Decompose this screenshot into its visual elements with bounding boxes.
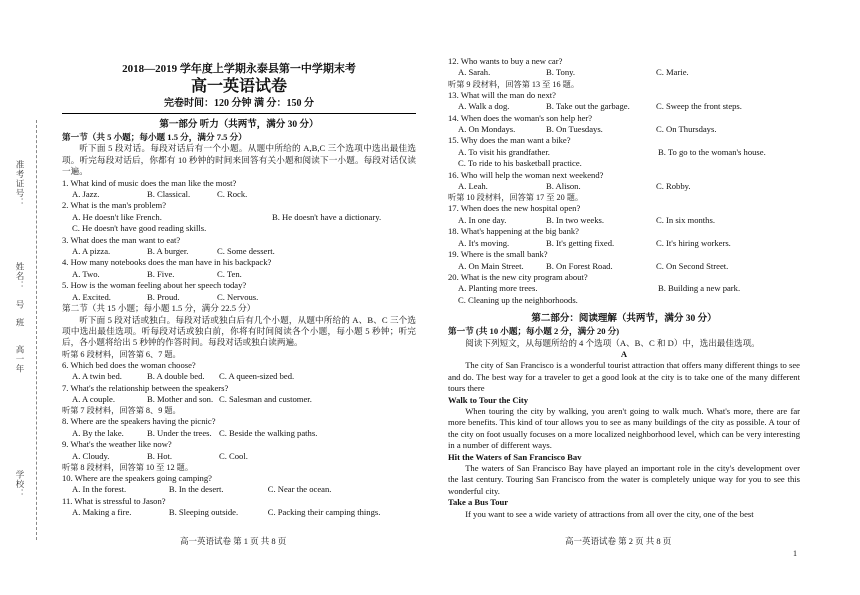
answer-option[interactable]: C. Packing their camping things. — [267, 507, 381, 518]
question-text: 12. Who wants to buy a new car? — [448, 56, 563, 66]
exam-title: 高一英语试卷 — [190, 78, 287, 95]
passage-paragraph-4: If you want to see a wide variety of attractions from all over the city, one of the best — [465, 508, 754, 519]
listening-note-7: 听第 7 段材料，回答第 8、9 题。 — [62, 406, 181, 416]
answer-option[interactable]: A. Leah. — [458, 181, 488, 192]
part2-instruction: 阅读下列短文，从每题所给的 4 个选项（A、B、C 和 D）中，选出最佳选项。 — [465, 337, 760, 348]
answer-option[interactable]: B. Classical. — [147, 189, 191, 200]
passage-paragraph-3: The waters of San Francisco Bay have played an important role in the city's development over the last century. Touring San Francisco from the water is completely unique way for you to see this wonderful city. — [448, 463, 800, 496]
answer-option[interactable]: B. Building a new park. — [658, 283, 741, 294]
listening-note-10: 听第 10 段材料，回答第 17 至 20 题。 — [448, 193, 584, 203]
option-row — [62, 292, 416, 303]
answer-option[interactable]: C. Nervous. — [217, 291, 259, 302]
listening-note-9: 听第 9 段材料，回答第 13 至 16 题。 — [448, 79, 580, 89]
passage-heading-1: Walk to Tour the City — [448, 394, 529, 405]
answer-option[interactable]: C. On Second Street. — [656, 260, 729, 271]
answer-option[interactable]: A. Planting more trees. — [458, 283, 538, 294]
question-text: 14. When does the woman's son help her? — [448, 112, 593, 123]
answer-option[interactable]: A. Excited. — [72, 291, 111, 302]
passage-heading-3: Take a Bus Tour — [448, 497, 509, 508]
answer-option[interactable]: A. He doesn't like French. — [72, 211, 162, 222]
question-text: 5. How is the woman feeling about her speech today? — [62, 280, 247, 291]
option-row — [62, 246, 416, 257]
question-text: 8. Where are the speakers having the picnic? — [62, 416, 216, 427]
part1-sec1-title: 第一节（共 5 小题；每小题 1.5 分，满分 7.5 分） — [62, 132, 247, 142]
option-row — [448, 181, 800, 192]
answer-option[interactable]: C. Salesman and customer. — [219, 393, 312, 404]
answer-option[interactable]: A. To visit his grandfather. — [458, 146, 550, 157]
answer-option[interactable]: C. Sweep the front steps. — [656, 101, 742, 112]
answer-option[interactable]: B. Mother and son. — [147, 393, 214, 404]
answer-option[interactable]: B. In the desert. — [168, 484, 224, 495]
answer-option[interactable]: B. On Forest Road. — [546, 260, 613, 271]
option-row — [62, 507, 416, 518]
page-number: 1 — [793, 549, 797, 558]
option-row — [62, 189, 416, 200]
header-rule — [62, 113, 416, 114]
answer-option[interactable]: B. Five. — [147, 268, 175, 279]
answer-option[interactable]: B. Proud. — [147, 291, 180, 302]
answer-option[interactable]: C. Some dessert. — [217, 246, 275, 257]
answer-option[interactable]: B. Alison. — [546, 181, 581, 192]
answer-option[interactable]: B. Take out the garbage. — [546, 101, 630, 112]
part1-sec2-title: 第二节（共 15 小题；每小题 1.5 分，满分 22.5 分） — [62, 303, 256, 314]
part2-sec1-title: 第一节 (共 10 小题；每小题 2 分，满分 20 分) — [448, 326, 620, 337]
answer-option[interactable]: B. A burger. — [147, 246, 189, 257]
class-label: 班 — [15, 318, 25, 328]
footer-left: 高一英语试卷 第 1 页 共 8 页 — [180, 536, 287, 546]
question-list-4 — [62, 473, 416, 519]
answer-option[interactable]: C. It's hiring workers. — [656, 237, 731, 248]
answer-option[interactable]: B. Sleeping outside. — [168, 507, 239, 518]
question-text: 11. What is stressful to Jason? — [62, 495, 166, 506]
answer-option[interactable]: B. He doesn't have a dictionary. — [272, 211, 382, 222]
question-list-2 — [62, 360, 416, 406]
question-text: 17. When does the new hospital open? — [448, 203, 581, 214]
passage-paragraph-1: The city of San Francisco is a wonderful tourist attraction that offers many different things to see and do. The best way for a traveler to get a good look at the city is to take one of the many different tours there — [448, 360, 800, 394]
question-list-5 — [448, 56, 800, 79]
option-row — [448, 101, 800, 112]
exam-header-line1: 2018—2019 学年度上学期永泰县第一中学期末考 — [122, 63, 356, 75]
part1-sec2-instructions: 听下面 5 段对话或独白。每段对话或独白后有几个小题，从题中所给的 A、B、C 三个选项中选出最佳选项。听每段对话或独白前，你将有时间阅读各个小题，每小题 5 秒钟；听完后，各小题将给出 5 秒钟的作答时间。每段对话或独白读两遍。 — [62, 314, 416, 348]
option-row — [62, 212, 416, 223]
question-text: 18. What's happening at the big bank? — [448, 226, 579, 237]
option-row — [62, 451, 416, 462]
answer-option[interactable]: A. Two. — [72, 268, 100, 279]
answer-option[interactable]: A. A twin bed. — [72, 371, 122, 382]
answer-option[interactable]: B. Under the trees. — [147, 427, 212, 438]
answer-option[interactable]: A. Sarah. — [458, 67, 491, 78]
name-label: 姓名： — [15, 262, 25, 291]
right-column — [448, 56, 800, 520]
answer-option[interactable]: A. In one day. — [458, 214, 507, 225]
passage-label: A — [620, 348, 628, 359]
footer-right: 高一英语试卷 第 2 页 共 8 页 — [565, 536, 672, 546]
question-list-3 — [62, 416, 416, 462]
answer-option[interactable]: C. Robby. — [656, 181, 691, 192]
question-list-6 — [448, 90, 800, 193]
question-list-7 — [448, 203, 800, 306]
answer-option[interactable]: A. On Mondays. — [458, 124, 516, 135]
option-row — [448, 261, 800, 272]
cut-line — [36, 120, 37, 540]
option-row — [62, 484, 416, 495]
question-text: 13. What will the man do next? — [448, 89, 556, 100]
question-text: 19. Where is the small bank? — [448, 249, 548, 260]
question-text: 3. What does the man want to eat? — [62, 234, 181, 245]
grade-label: 高一年 — [15, 345, 25, 374]
answer-option[interactable]: B. Tony. — [546, 67, 576, 78]
binding-strip — [0, 0, 62, 595]
answer-option[interactable]: A. In the forest. — [72, 484, 127, 495]
option-row — [448, 283, 800, 294]
passage-paragraph-2: When touring the city by walking, you aren't going to walk much. What's more, there are far more benefits. This kind of tour allows you to see as many buildings of the city as possible. A tour of the city on foot usually focuses on a more localized neighborhood level, which can be very interesting in a number of different ways. — [448, 405, 800, 451]
answer-option[interactable]: C. To ride to his basketball practice. — [458, 158, 582, 169]
answer-option[interactable]: A. A couple. — [72, 393, 115, 404]
question-text: 1. What kind of music does the man like the most? — [62, 177, 237, 188]
answer-option[interactable]: B. It's getting fixed. — [546, 237, 615, 248]
question-text: 16. Who will help the woman next weekend? — [448, 169, 604, 180]
option-row — [448, 124, 800, 135]
question-text: 4. How many notebooks does the man have in his backpack? — [62, 257, 272, 268]
answer-option[interactable]: A. On Main Street. — [458, 260, 524, 271]
question-text: 9. What's the weather like now? — [62, 439, 172, 450]
answer-option[interactable]: C. On Thursdays. — [656, 124, 717, 135]
seat-number-label: 号 — [15, 300, 25, 310]
answer-option[interactable]: A. It's moving. — [458, 237, 510, 248]
answer-option[interactable]: C. Marie. — [656, 67, 689, 78]
answer-option[interactable]: B. On Tuesdays. — [546, 124, 603, 135]
part1-sec1-instructions: 听下面 5 段对话。每段对话后有一个小题。从题中所给的 A,B,C 三个选项中选出最佳选项。听完每段对话后，你都有 10 秒钟的时间来回答有关小题和阅读下一小题。每段对话仅读一遍。 — [62, 143, 416, 177]
answer-option[interactable]: C. He doesn't have good reading skills. — [72, 223, 207, 234]
exam-number-label: 准考证号： — [15, 160, 25, 208]
passage-heading-2: Hit the Waters of San Francisco Bav — [448, 451, 582, 462]
answer-option[interactable]: A. Making a fire. — [72, 507, 132, 518]
question-text: 10. Where are the speakers going camping? — [62, 472, 212, 483]
question-text: 15. Why does the man want a bike? — [448, 135, 571, 146]
answer-option[interactable]: B. A double bed. — [147, 371, 205, 382]
option-row — [62, 428, 416, 439]
question-text: 20. What is the new city program about? — [448, 271, 588, 282]
question-text: 2. What is the man's problem? — [62, 200, 167, 211]
answer-option[interactable]: C. In six months. — [656, 214, 715, 225]
answer-option[interactable]: C. A queen-sized bed. — [219, 371, 295, 382]
question-list-1 — [62, 178, 416, 303]
answer-option[interactable]: B. To go to the woman's house. — [658, 146, 766, 157]
part1-title: 第一部分 听力（共两节，满分 30 分） — [159, 120, 319, 130]
option-row — [448, 215, 800, 226]
listening-note-6: 听第 6 段材料，回答第 6、7 题。 — [62, 349, 181, 359]
answer-option[interactable]: C. Near the ocean. — [267, 484, 332, 495]
left-column — [62, 58, 416, 519]
answer-option[interactable]: C. Ten. — [217, 268, 242, 279]
listening-note-8: 听第 8 段材料，回答第 10 至 12 题。 — [62, 462, 194, 472]
option-row — [62, 394, 416, 405]
answer-option[interactable]: A. Cloudy. — [72, 450, 110, 461]
question-text: 7. What's the relationship between the speakers? — [62, 382, 229, 393]
option-row — [448, 147, 800, 158]
answer-option[interactable]: A. By the lake. — [72, 427, 124, 438]
answer-option[interactable]: C. Cleaning up the neighborhoods. — [458, 294, 578, 305]
answer-option[interactable]: A. A pizza. — [72, 246, 111, 257]
option-row — [448, 238, 800, 249]
question-text: 6. Which bed does the woman choose? — [62, 359, 196, 370]
exam-time-score: 完卷时间：120 分钟 满 分：150 分 — [164, 98, 314, 109]
school-label: 学校： — [15, 470, 25, 499]
answer-option[interactable]: B. Hot. — [147, 450, 173, 461]
answer-option[interactable]: C. Cool. — [219, 450, 248, 461]
option-row — [62, 371, 416, 382]
option-row — [448, 67, 800, 78]
answer-option[interactable]: B. In two weeks. — [546, 214, 604, 225]
answer-option[interactable]: C. Rock. — [217, 189, 248, 200]
part2-title: 第二部分：阅读理解（共两节，满分 30 分） — [531, 314, 717, 325]
answer-option[interactable]: C. Beside the walking paths. — [219, 427, 318, 438]
answer-option[interactable]: A. Walk a dog. — [458, 101, 510, 112]
option-row — [62, 269, 416, 280]
answer-option[interactable]: A. Jazz. — [72, 189, 100, 200]
